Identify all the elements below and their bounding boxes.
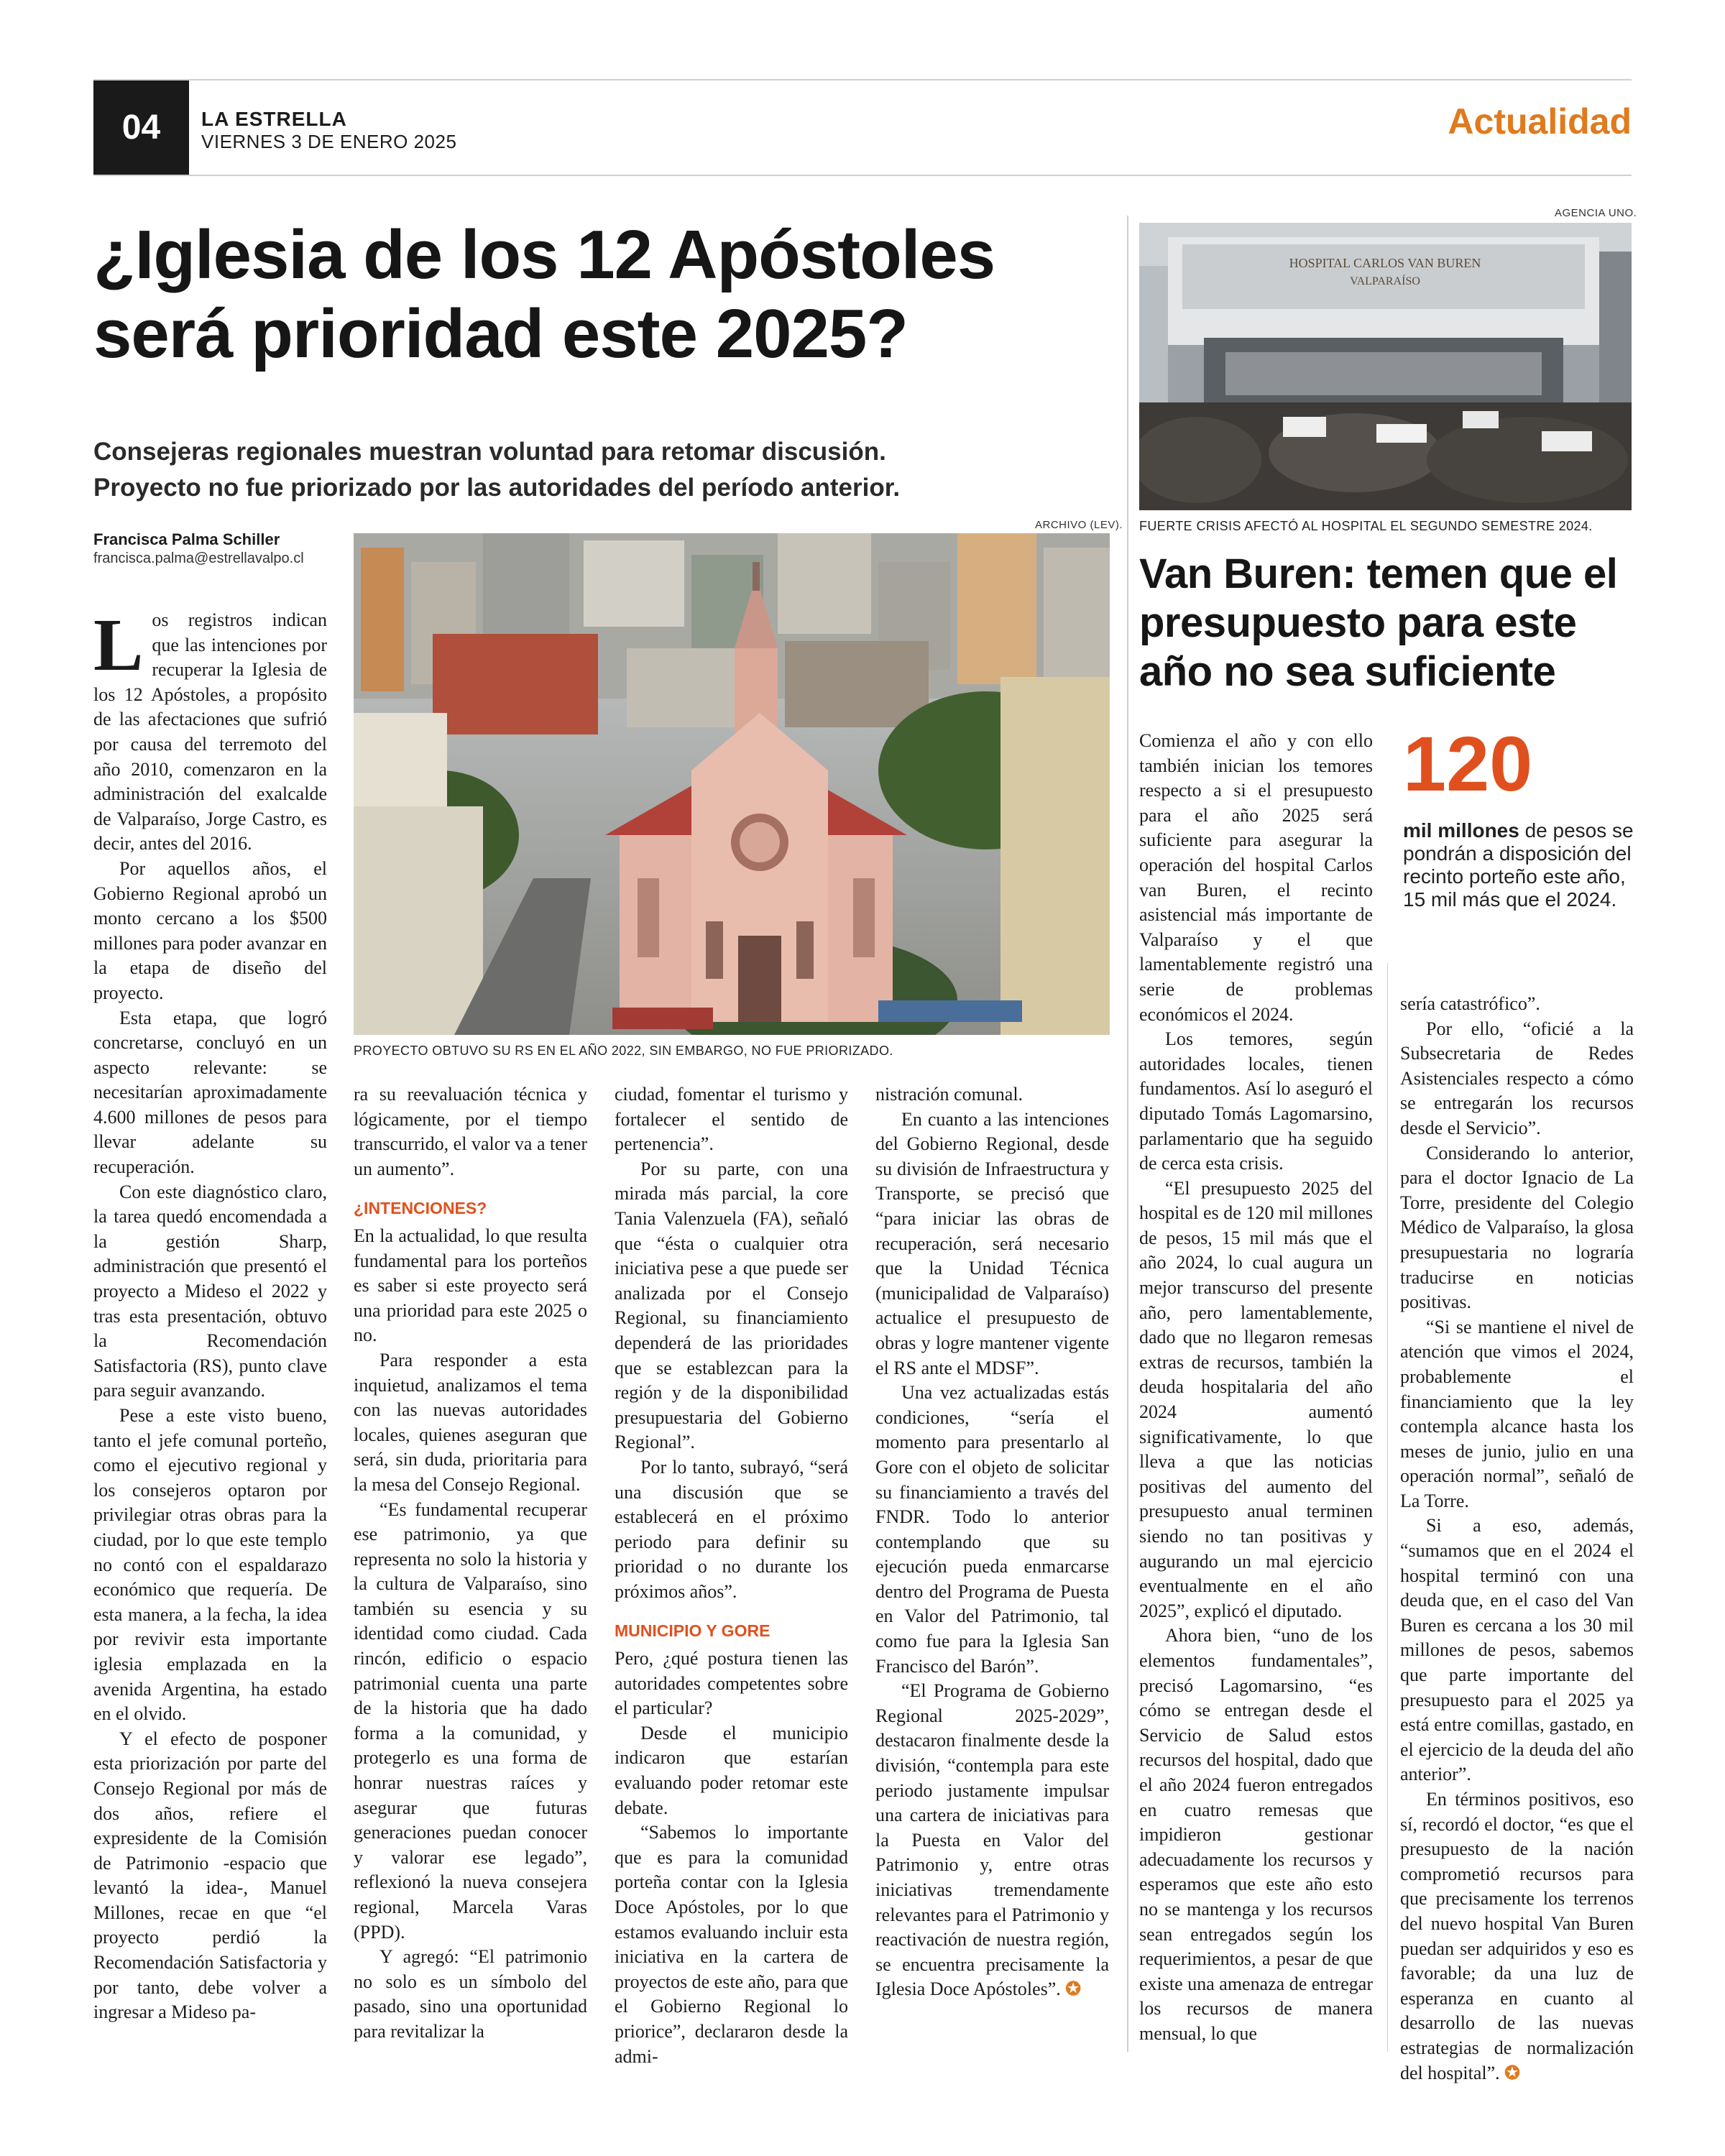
page-number: 04 <box>93 80 189 175</box>
hospital-photo-credit: AGENCIA UNO. <box>1555 207 1637 219</box>
paragraph: Y el efecto de posponer esta priorización por parte del Consejo Regional por más de dos años, refiere el expresidente de la Comisión de Patrimonio -espacio que levantó la idea-, Manuel Millones, recae en que “el proyecto perdió la Recomendación Satisfactoria y por tanto, debe volver a ingresar a Mideso pa- <box>93 1728 327 2023</box>
paragraph: En la actualidad, lo que resulta fundamental para los porteños es saber si este proyecto será una prioridad para este 2025 o no. <box>354 1225 587 1346</box>
author-email: francisca.palma@estrellavalpo.cl <box>93 550 304 566</box>
paragraph: Una vez actualizadas estás condiciones, “sería el momento para presentarlo al Gore con el objeto de solicitar su financiamiento a través del FNDR. Todo lo anterior contemplando que su ejecución pueda enmarcarse dentro del Programa de Puesta en Valor del Patrimonio, tal como fue para la Iglesia San Francisco del Barón”. <box>875 1382 1109 1677</box>
hospital-photo-caption: FUERTE CRISIS AFECTÓ AL HOSPITAL EL SEGUNDO SEMESTRE 2024. <box>1139 519 1593 533</box>
article-column-2 <box>354 1082 587 2045</box>
subhead-line-2: Proyecto no fue priorizado por las autoridades del período anterior. <box>93 474 901 502</box>
header-top-rule <box>93 79 1632 80</box>
paragraph: Con este diagnóstico claro, la tarea quedó encomendada a la gestión Sharp, administración que presentó el proyecto a Mideso el 2022 y tras esta presentación, obtuvo la Recomendación Satisfactoria (RS), punto clave para seguir avanzando. <box>93 1181 327 1401</box>
paragraph: Por su parte, con una mirada más parcial, la core Tania Valenzuela (FA), señaló que “ésta o cualquier otra iniciativa pese a que puede ser analizada por el Consejo Regional, su financiamiento dependerá de las prioridades que se establezcan para la región y de la disponibilidad presupuestaria del Gobierno Regional”. <box>615 1158 848 1453</box>
paragraph-text: “El Programa de Gobierno Regional 2025-2029”, destacaron finalmente desde la división, “contempla para este periodo justamente impulsar una cartera de iniciativas para la Puesta en Valor del Patrimonio y, entre otras iniciativas tremendamente relevantes para el Patrimonio y reactivación de nuestra región, se encuentra precisamente la Iglesia Doce Apóstoles”. <box>875 1680 1109 2000</box>
paragraph: “Si se mantiene el nivel de atención que vimos el 2024, probablemente el financiamiento que la ley contempla alcance hasta los meses de junio, julio en una operación normal”, señaló de La Torre. <box>1400 1316 1634 1511</box>
paragraph: Considerando lo anterior, para el doctor Ignacio de La Torre, presidente del Colegio Médico de Valparaíso, la glosa presupuestaria no lograría traducirse en noticias positivas. <box>1400 1142 1634 1313</box>
paragraph: Pero, ¿qué postura tienen las autoridades competentes sobre el particular? <box>615 1648 848 1719</box>
paragraph: nistración comunal. <box>875 1084 1024 1105</box>
side-column-2 <box>1400 992 1634 2086</box>
photo-credit: ARCHIVO (LEV). <box>1035 519 1123 531</box>
article-column-1 <box>93 604 327 2025</box>
paragraph: “Sabemos lo importante que es para la comunidad porteña contar con la Iglesia Doce Apóstoles, por lo que estamos evaluando incluir esta iniciativa en la cartera de proyectos de este año, para que el Gobierno Regional lo priorice”, declararon desde la admi- <box>615 1822 848 2067</box>
paragraph: Ahora bien, “uno de los elementos fundamentales”, precisó Lagomarsino, “es cómo se entregan desde el Servicio de Salud estos recursos del hospital, dado que el año 2024 fueron entregados en cuatro remesas que impidieron gestionar adecuadamente los recursos y esperamos que este año esto no se mantenga y los recursos sean entregados según los requerimientos, a pesar de que existe una amenaza de entregar los recursos de manera mensual, lo que <box>1139 1625 1373 2044</box>
paragraph: ciudad, fomentar el turismo y fortalecer el sentido de pertenencia”. <box>615 1084 848 1155</box>
paragraph <box>875 1679 1109 2002</box>
end-mark-icon: ✪ <box>1504 2062 1520 2083</box>
newspaper-name: LA ESTRELLA <box>201 108 347 130</box>
headline-line-1: ¿Iglesia de los 12 Apóstoles <box>93 216 995 293</box>
article-column-4 <box>875 1082 1109 2002</box>
subhead-line-1: Consejeras regionales muestran voluntad para retomar discusión. <box>93 438 886 466</box>
header-bottom-rule <box>93 175 1632 176</box>
paragraph: “El presupuesto 2025 del hospital es de 120 mil millones de pesos, 15 mil más que el año 2024, lo cual augura un mejor transcurso del presente año, pero lamentablemente, dado que no llegaron remesas extras de recursos, también la deuda hospitalaria del año 2024 aumentó significativamente, lo que lleva a que las noticias positivas del aumento del presupuesto anual terminen siendo no tan positivas y augurando un mal ejercicio eventualmente en el año 2025”, explicó el diputado. <box>1139 1177 1373 1621</box>
hospital-sign-line-1: HOSPITAL CARLOS VAN BUREN <box>1289 256 1481 270</box>
paragraph <box>1400 1787 1634 2086</box>
main-headline <box>93 216 1128 374</box>
column-divider <box>1127 216 1128 2052</box>
paragraph: “Es fundamental recuperar ese patrimonio, ya que representa no solo la historia y la cultura de Valparaíso, sino también su esencia y su identidad como ciudad. Cada rincón, edificio o espacio patrimonial cuenta una parte de la historia que ha dado forma a la comunidad, y protegerlo es una forma de honrar nuestras raíces y asegurar que futuras generaciones puedan conocer y valorar ese legado”, reflexionó la nueva consejera regional, Marcela Varas (PPD). <box>354 1498 587 1943</box>
paragraph: Por aquellos años, el Gobierno Regional aprobó un monto cercano a los $500 millones para poder avanzar en la etapa de diseño del proyecto. <box>93 857 327 1003</box>
paragraph: Comienza el año y con ello también inician los temores respecto a si el presupuesto para el año 2025 será suficiente para asegurar la operación del hospital Carlos van Buren, el recinto asistencial más importante de Valparaíso y el que lamentablemente registró una serie de problemas económicos el 2024. <box>1139 730 1373 1025</box>
paragraph: os registros indican que las intenciones por recuperar la Iglesia de los 12 Apóstoles, a propósito de las afectaciones que sufrió por causa del terremoto del año 2010, comenzaron en la administración del exalcalde de Valparaíso, Jorge Castro, es decir, antes del 2016. <box>93 609 327 854</box>
paragraph: Por lo tanto, subrayó, “será una discusión que se establecerá en el próximo periodo para definir su prioridad o no durante los próximos años”. <box>615 1456 848 1602</box>
paragraph: Esta etapa, que logró concretarse, concluyó en un aspecto relevante: se necesitarían aproximadamente 4.600 millones de pesos para llevar adelante su recuperación. <box>93 1007 327 1178</box>
article-column-3 <box>615 1082 848 2069</box>
highlight-number: 120 <box>1403 720 1533 807</box>
section-label: Actualidad <box>1448 101 1632 142</box>
issue-date: VIERNES 3 DE ENERO 2025 <box>201 131 457 152</box>
paragraph: En cuanto a las intenciones del Gobierno Regional, desde su división de Infraestructura y Transporte, se precisó que “para iniciar las obras de recuperación, será necesario que la Unidad Técnica (municipalidad de Valparaíso) actualice el presupuesto de obras y logre mantener vigente el RS ante el MDSF”. <box>875 1108 1109 1378</box>
side-headline: Van Buren: temen que el presupuesto para este año no sea suficiente <box>1139 550 1618 695</box>
author-name: Francisca Palma Schiller <box>93 530 280 548</box>
headline-line-2: será prioridad este 2025? <box>93 295 908 372</box>
intertitle-municipio: MUNICIPIO Y GORE <box>615 1621 770 1641</box>
intertitle-intenciones: ¿INTENCIONES? <box>354 1199 487 1218</box>
paragraph: Si a eso, además, “sumamos que en el 2024 el hospital terminó con una deuda que, en el caso del Van Buren es cercana a los 30 mil millones de pesos, sabemos que parte importante del presupuesto para el 2025 ya está entre comillas, gastado, en el ejercicio de la deuda del año anterior”. <box>1400 1515 1634 1785</box>
hospital-sign-line-2: VALPARAÍSO <box>1350 275 1420 287</box>
paragraph: sería catastrófico”. <box>1400 993 1540 1014</box>
paragraph: Para responder a esta inquietud, analizamos el tema con las nuevas autoridades locales, quienes aseguran que será, sin duda, prioritaria para la mesa del Consejo Regional. <box>354 1349 587 1495</box>
hospital-photo <box>1139 223 1632 510</box>
church-illustration <box>354 533 1110 1035</box>
highlight-rest: de pesos se pondrán a disposición del recinto porteño este año, 15 mil más que el 2024. <box>1403 819 1634 911</box>
highlight-text <box>1403 819 1640 911</box>
paragraph: Pese a este visto bueno, tanto el jefe comunal porteño, como el ejecutivo regional y los consejeros optaron por privilegiar otras obras para la ciudad, por lo que este templo no contó con el espaldarazo económico que requería. De esta manera, a la fecha, la idea por revivir esta importante iglesia emplazada en la avenida Argentina, ha estado en el olvido. <box>93 1405 327 1725</box>
paragraph: Los temores, según autoridades locales, tienen fundamentos. Así lo aseguró el diputado Tomás Lagomarsino, parlamentario que ha seguido de cerca esta crisis. <box>1139 1028 1373 1174</box>
paragraph: ra su reevaluación técnica y lógicamente, por el tiempo transcurrido, el valor va a tener un aumento”. <box>354 1084 587 1179</box>
paragraph-text: En términos positivos, eso sí, recordó el doctor, “es que el presupuesto de la nación comprometió recursos para que precisamente los terrenos del nuevo hospital Van Buren puedan ser adquiridos y eso es favorable; da una luz de esperanza en cuanto al desarrollo de las nuevas estrategias de normalización del hospital”. <box>1400 1789 1634 2083</box>
hospital-illustration <box>1139 223 1632 510</box>
paragraph: Desde el municipio indicaron que estarían evaluando poder retomar este debate. <box>615 1722 848 1818</box>
main-subheadline <box>93 434 1114 506</box>
church-photo-caption: PROYECTO OBTUVO SU RS EN EL AÑO 2022, SIN EMBARGO, NO FUE PRIORIZADO. <box>354 1044 893 1058</box>
side-column-1 <box>1139 729 1373 2046</box>
paragraph: Por ello, “oficié a la Subsecretaria de Redes Asistenciales respecto a cómo se entregarán los recursos desde el Servicio”. <box>1400 1018 1634 1138</box>
church-photo <box>354 533 1110 1035</box>
side-column-divider <box>1387 963 1388 2052</box>
drop-cap: L <box>93 604 144 686</box>
paragraph: Y agregó: “El patrimonio no solo es un símbolo del pasado, sino una oportunidad para revitalizar la <box>354 1946 587 2042</box>
end-mark-icon: ✪ <box>1065 1978 1082 2000</box>
highlight-bold: mil millones <box>1403 819 1519 842</box>
